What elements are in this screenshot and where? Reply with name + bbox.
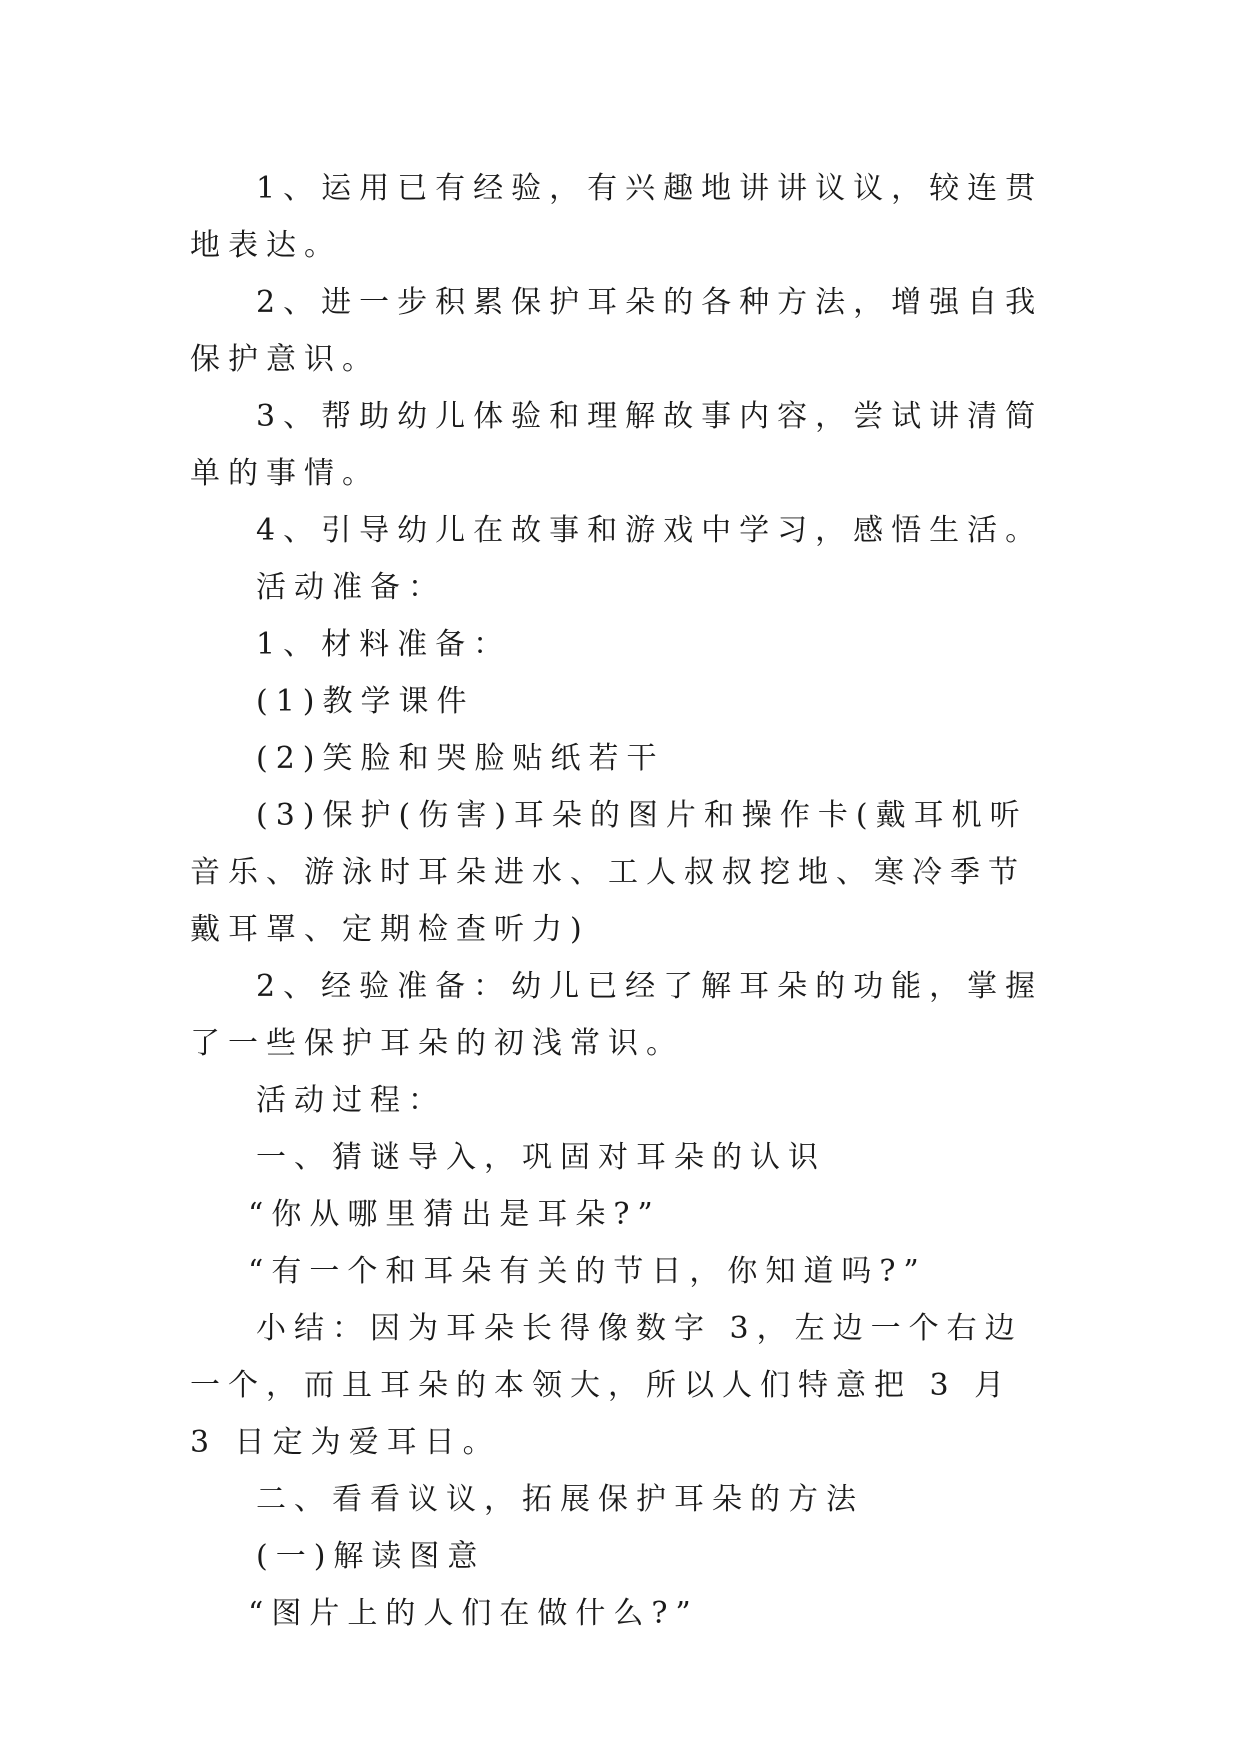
step-2-heading: 二、看看议议，拓展保护耳朵的方法 bbox=[256, 1482, 864, 1517]
material-item-2: (2)笑脸和哭脸贴纸若干 bbox=[256, 741, 665, 776]
document-body bbox=[190, 160, 1050, 1642]
question-2: “有一个和耳朵有关的节日，你知道吗?” bbox=[248, 1254, 927, 1289]
question-1: “你从哪里猜出是耳朵?” bbox=[248, 1197, 661, 1232]
section-heading-process: 活动过程： bbox=[256, 1083, 446, 1118]
material-item-1: (1)教学课件 bbox=[256, 684, 475, 719]
objective-4: 4、引导幼儿在故事和游戏中学习，感悟生活。 bbox=[256, 513, 1044, 548]
experience-preparation: 2、经验准备：幼儿已经了解耳朵的功能，掌握了一些保护耳朵的初浅常识。 bbox=[190, 969, 1044, 1061]
objective-2: 2、进一步积累保护耳朵的各种方法，增强自我保护意识。 bbox=[190, 285, 1044, 377]
section-heading-preparation: 活动准备： bbox=[256, 570, 446, 605]
material-preparation-heading: 1、材料准备： bbox=[256, 627, 512, 662]
objective-3: 3、帮助幼儿体验和理解故事内容，尝试讲清简单的事情。 bbox=[190, 399, 1044, 491]
objective-1: 1、运用已有经验，有兴趣地讲讲议议，较连贯地表达。 bbox=[190, 171, 1044, 263]
material-item-3: (3)保护(伤害)耳朵的图片和操作卡(戴耳机听音乐、游泳时耳朵进水、工人叔叔挖地、寒冷季节戴耳罩、定期检查听力) bbox=[190, 798, 1028, 947]
sub-step-1-heading: (一)解读图意 bbox=[256, 1539, 486, 1574]
step-1-heading: 一、猜谜导入，巩固对耳朵的认识 bbox=[256, 1140, 826, 1175]
summary: 小结：因为耳朵长得像数字 3，左边一个右边一个，而且耳朵的本领大，所以人们特意把 3 月 3 日定为爱耳日。 bbox=[190, 1311, 1023, 1460]
question-3: “图片上的人们在做什么?” bbox=[248, 1596, 699, 1631]
